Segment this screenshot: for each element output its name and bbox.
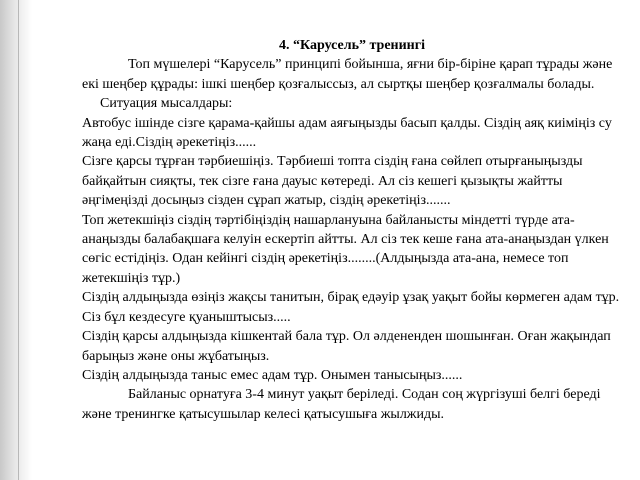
left-edge-shade [0,0,32,480]
situation-paragraph: Автобус ішінде сізге қарама-қайшы адам аяғыңызды басып қалды. Сіздің аяқ киіміңіз су жаңа еді.Сіздің әрекетіңіз...... [82,115,612,151]
situation-paragraph: Сіздің қарсы алдыңызда кішкентай бала тұр. Ол әлдененден шошынған. Оған жақындап барыңыз және оны жұбатыңыз. [82,329,611,364]
left-border-line [18,0,19,480]
situation-paragraph: Сіздің алдыңызда таныс емес адам тұр. Онымен танысыңыз...... [82,367,463,383]
closing-paragraph: Байланыс орнатуға 3-4 минут уақыт беріледі. Содан соң жүргізуші белгі береді және тренингке қатысушылар келесі қатысушыға жылжиды. [82,387,601,422]
examples-heading: Ситуация мысалдары: [100,96,233,112]
intro-paragraph: Топ мүшелері “Карусель” принципі бойынша, яғни бір-біріне қарап тұрады және екі шеңбер құрады: ішкі шеңбер қозғалыссыз, ал сыртқы шеңбер қозғалмалы болады. [82,57,613,92]
situation-paragraph: Сіздің алдыңызда өзіңіз жақсы танитын, бірақ едәуір ұзақ уақыт бойы көрмеген адам тұр. Сіз бұл кездесуге қуаныштысыз..... [82,290,620,325]
situation-paragraph: Топ жетекшіңіз сіздің тәртібіңіздің нашарлануына байланысты міндетті түрде ата-анаңызды балабақшаға келуін ескертіп айтты. Ал сіз тек кеше ғана ата-анаңыздан үлкен сөгіс естідіңіз. Одан кейінгі сіздің әрекетіңіз........(Алдыңызда ата-ана, немесе топ жетекшіңіз тұр.) [82,212,609,286]
section-title: 4. “Карусель” тренингі [279,38,425,53]
document-body [82,36,622,424]
situation-paragraph: Сізге қарсы тұрған тәрбиешіңіз. Тәрбиеші топта сіздің ғана сөйлеп отырғаныңызды байқайтын сияқты, тек сізге ғана дауыс көтереді. Ал сіз кешегі қызықты жайтты әңгімеңізді досыңыз сізден сұрап жатыр, сіздің әрекетіңіз....... [82,154,583,209]
